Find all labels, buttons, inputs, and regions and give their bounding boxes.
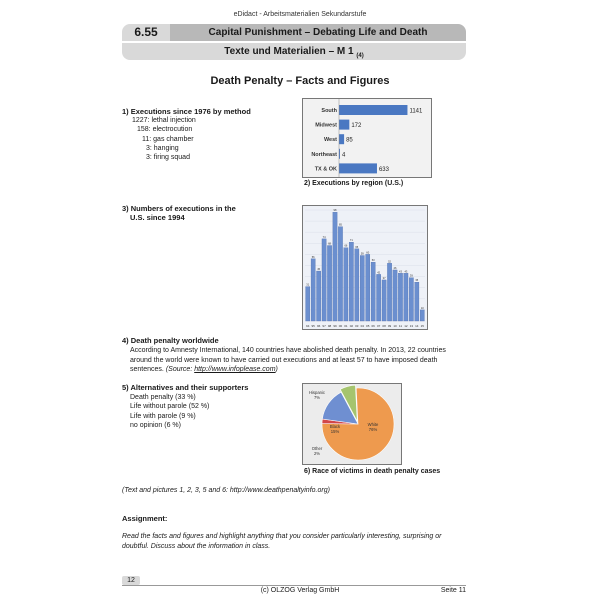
pie-slice-label: 15% xyxy=(330,429,340,434)
year-tick-label: 00 xyxy=(338,324,343,328)
pie-slice-label: 7% xyxy=(313,395,321,400)
year-value-label: 65 xyxy=(355,245,359,249)
source-prefix: (Source: xyxy=(165,366,195,373)
region-value-label: 172 xyxy=(351,123,362,130)
race-pie-chart xyxy=(302,383,402,465)
alternative-item: Life with parole (9 %) xyxy=(130,412,196,420)
region-bar xyxy=(339,163,377,173)
year-tick-label: 07 xyxy=(376,324,381,328)
alternative-item: no opinion (6 %) xyxy=(130,421,181,429)
subtitle-index: (4) xyxy=(356,53,364,59)
year-value-label: 46 xyxy=(393,266,397,270)
method-item: 11: gas chamber xyxy=(142,135,194,143)
assignment-body: Read the facts and figures and highlight anything that you consider particularly interesting, surprising or doubtful. Discuss about the information in class. xyxy=(122,533,442,550)
year-bar xyxy=(420,310,424,321)
year-tick-label: 10 xyxy=(393,324,397,328)
year-tick-label: 06 xyxy=(371,324,375,328)
pie-slice-label: Other xyxy=(311,446,323,451)
section2-caption: 2) Executions by region (U.S.) xyxy=(304,180,404,187)
year-bar xyxy=(322,239,326,321)
year-value-label: 71 xyxy=(349,239,353,243)
year-bar xyxy=(311,259,315,321)
year-tick-label: 12 xyxy=(404,324,408,328)
section3-heading-1: 3) Numbers of executions in the xyxy=(122,204,236,213)
subtitle-text: Texte und Materialien – M 1 xyxy=(224,46,354,57)
method-item: 3: firing squad xyxy=(146,154,190,162)
pie-slice-label: Hispanic xyxy=(308,390,326,395)
year-tick-label: 01 xyxy=(344,324,348,328)
year-bar xyxy=(409,278,413,321)
year-tick-label: 05 xyxy=(366,324,370,328)
year-bar xyxy=(349,242,353,321)
year-value-label: 74 xyxy=(322,235,326,239)
region-category-label: South xyxy=(321,108,337,114)
year-tick-label: 11 xyxy=(398,324,403,328)
executions-per-year-chart xyxy=(302,205,428,330)
region-value-label: 85 xyxy=(346,137,353,144)
region-value-label: 1141 xyxy=(409,108,423,115)
method-item: 1227: lethal injection xyxy=(132,117,196,124)
section6-caption: 6) Race of victims in death penalty cases xyxy=(304,468,441,475)
region-category-label: TX & OK xyxy=(314,166,337,173)
year-bar xyxy=(338,227,342,321)
year-value-label: 66 xyxy=(344,244,348,248)
region-value-label: 633 xyxy=(378,166,389,173)
region-bar xyxy=(339,105,407,115)
year-tick-label: 94 xyxy=(306,324,310,328)
year-bar xyxy=(404,273,408,321)
year-bar xyxy=(306,287,310,321)
year-value-label: 31 xyxy=(306,283,310,287)
year-tick-label: 02 xyxy=(349,324,354,328)
year-tick-label: 95 xyxy=(311,324,315,328)
year-tick-label: 04 xyxy=(360,324,364,328)
publisher: (c) OLZOG Verlag GmbH xyxy=(260,587,340,594)
year-value-label: 60 xyxy=(366,251,370,255)
year-bar xyxy=(371,262,375,321)
year-bar xyxy=(366,254,370,321)
method-list xyxy=(122,116,202,162)
year-tick-label: 08 xyxy=(382,324,386,328)
year-tick-label: 98 xyxy=(327,324,332,328)
page-label: Seite 11 xyxy=(440,587,466,594)
year-tick-label: 97 xyxy=(322,324,326,328)
pie-slice-label: Black xyxy=(329,424,341,429)
year-value-label: 39 xyxy=(409,274,413,278)
year-value-label: 35 xyxy=(415,279,419,283)
section4-heading: 4) Death penalty worldwide xyxy=(122,336,219,345)
section5-heading: 5) Alternatives and their supporters xyxy=(122,383,249,392)
year-bar xyxy=(377,274,381,321)
region-value-label: 4 xyxy=(342,152,346,159)
year-bar xyxy=(355,249,359,321)
method-item: 158: electrocution xyxy=(137,126,193,134)
material-subtitle xyxy=(122,43,466,60)
section4-body xyxy=(130,346,466,375)
year-value-label: 98 xyxy=(333,209,337,213)
year-bar xyxy=(344,248,348,321)
page-number-box: 12 xyxy=(122,576,140,585)
year-bar xyxy=(393,270,397,321)
year-tick-label: 14 xyxy=(415,324,419,328)
credits: (Text and pictures 1, 2, 3, 5 and 6: http://www.deathpenaltyinfo.org) xyxy=(122,487,330,494)
year-bar xyxy=(360,256,364,321)
year-bar xyxy=(327,246,331,321)
chapter-title: Capital Punishment – Debating Life and Death xyxy=(170,24,466,41)
footer-rule xyxy=(122,585,466,586)
year-value-label: 42 xyxy=(377,271,381,275)
top-line: eDidact - Arbeitsmaterialien Sekundarstufe xyxy=(233,11,367,18)
year-value-label: 68 xyxy=(328,242,331,246)
page-title: Death Penalty – Facts and Figures xyxy=(210,75,390,87)
worldwide-text: According to Amnesty International, 140 countries have abolished death penalty. In 2013, 22 countries around the world were known to have carried out executions and at least 57 to have imposed death sentences. xyxy=(130,347,446,373)
section3-heading-2: U.S. since 1994 xyxy=(130,213,185,222)
region-bar-chart xyxy=(302,98,432,178)
year-value-label: 10 xyxy=(420,306,424,310)
year-value-label: 56 xyxy=(311,255,315,259)
region-category-label: Midwest xyxy=(315,122,337,129)
year-value-label: 45 xyxy=(317,268,321,272)
alternative-item: Life without parole (52 %) xyxy=(130,403,210,411)
alternative-item: Death penalty (33 %) xyxy=(130,394,196,401)
year-bar xyxy=(398,273,402,321)
year-value-label: 52 xyxy=(388,260,391,264)
source-suffix: ) xyxy=(275,366,278,373)
pie-slice-label: White xyxy=(367,422,379,427)
method-item: 3: hanging xyxy=(146,144,179,152)
region-category-label: Northeast xyxy=(311,151,337,158)
alternatives-list xyxy=(130,393,209,430)
pie-slice-label: 2% xyxy=(313,451,321,456)
year-bar xyxy=(382,280,386,321)
year-bar xyxy=(415,282,419,321)
chapter-number: 6.55 xyxy=(122,24,170,41)
year-bar xyxy=(333,212,337,321)
year-tick-label: 09 xyxy=(387,324,392,328)
year-value-label: 53 xyxy=(371,259,375,263)
year-bar xyxy=(317,271,321,321)
source-link[interactable]: http://www.infoplease.com xyxy=(194,366,276,373)
year-tick-label: 03 xyxy=(355,324,359,328)
pie-slice-label: 76% xyxy=(368,427,378,432)
assignment-heading: Assignment: xyxy=(122,514,168,523)
year-value-label: 59 xyxy=(360,252,364,256)
region-bar xyxy=(339,120,349,130)
region-bar xyxy=(339,134,344,144)
region-category-label: West xyxy=(323,137,337,144)
year-tick-label: 96 xyxy=(316,324,321,328)
year-tick-label: 13 xyxy=(409,324,414,328)
year-value-label: 43 xyxy=(404,270,408,274)
year-tick-label: 15 xyxy=(420,324,424,328)
year-value-label: 85 xyxy=(339,223,342,227)
year-value-label: 37 xyxy=(382,276,386,280)
section1-heading: 1) Executions since 1976 by method xyxy=(122,107,251,116)
year-tick-label: 99 xyxy=(333,324,337,328)
year-value-label: 43 xyxy=(399,270,402,274)
year-bar xyxy=(387,263,391,321)
